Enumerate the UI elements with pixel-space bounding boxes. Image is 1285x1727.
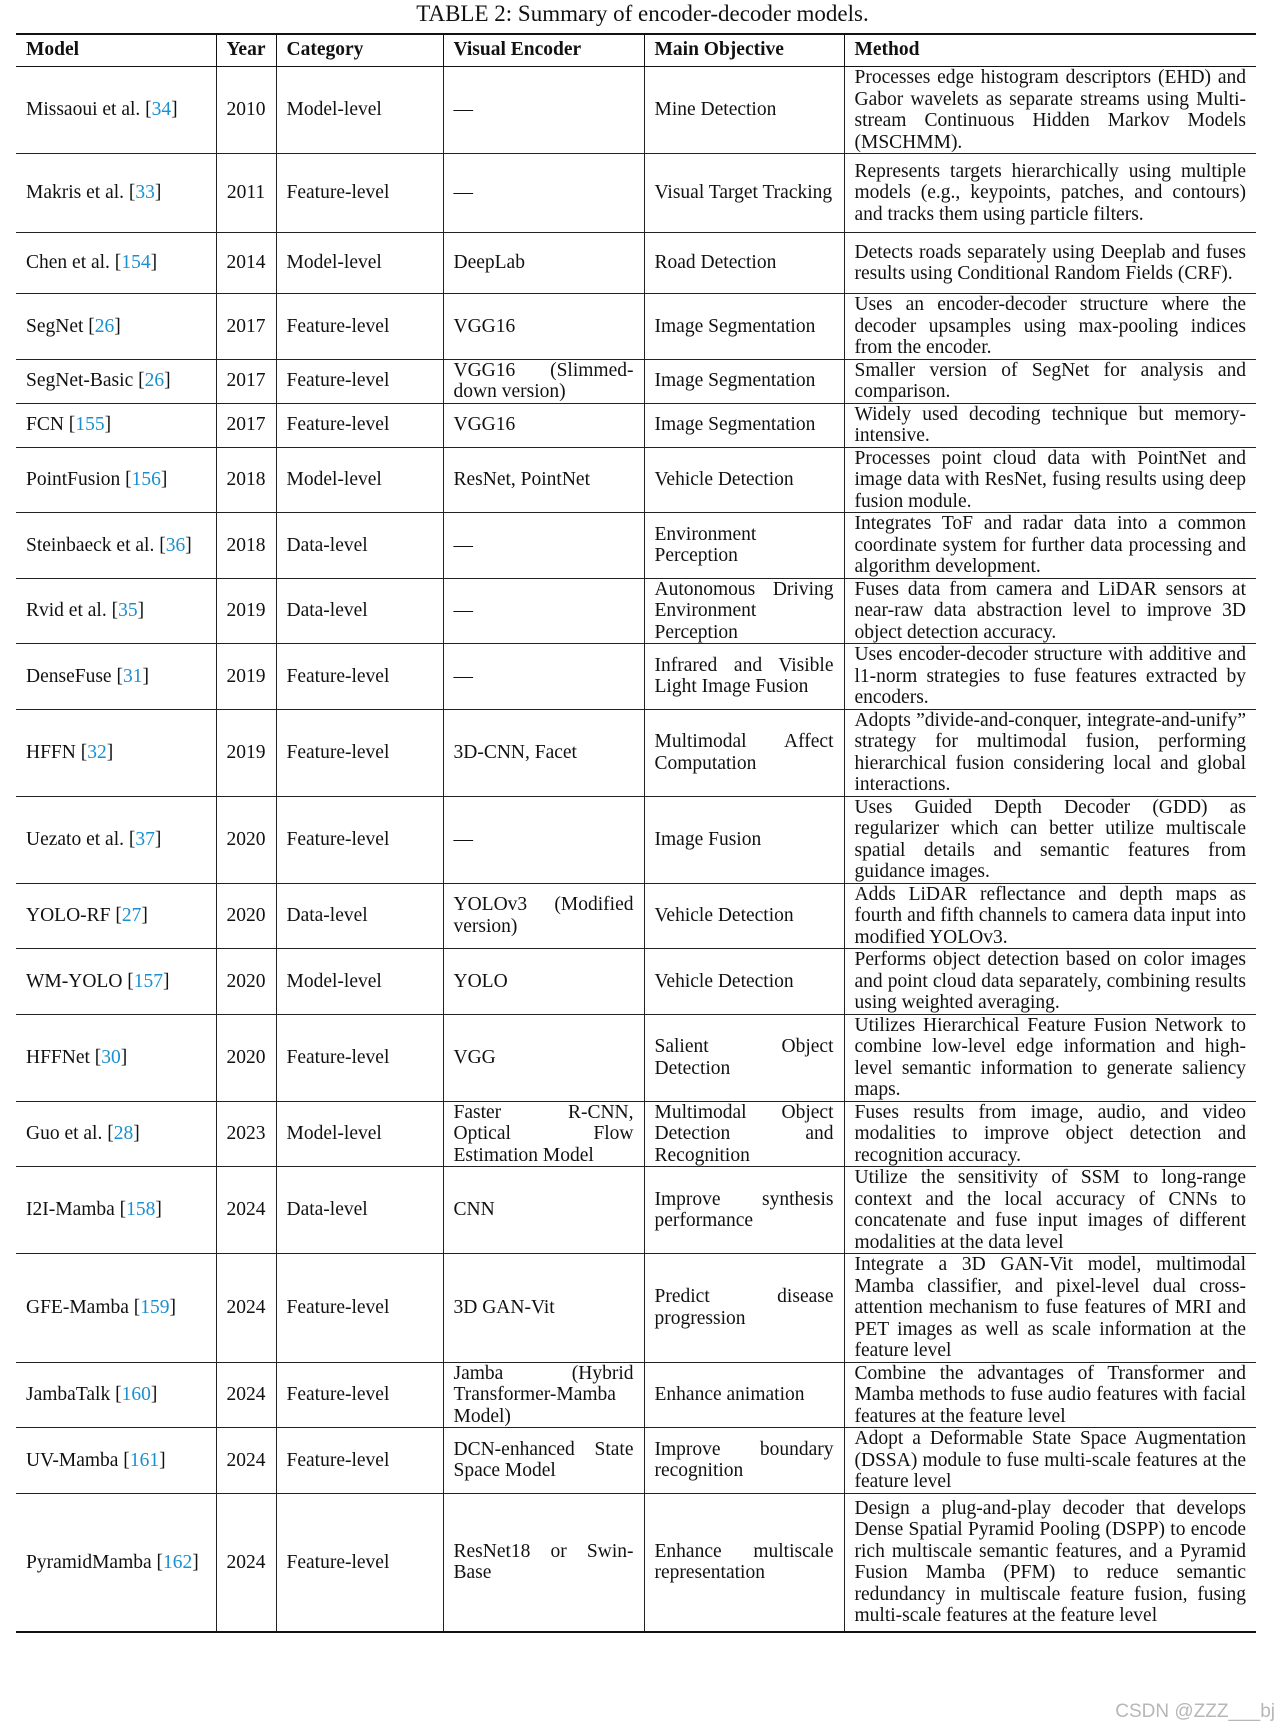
citation-close-bracket: ] bbox=[114, 315, 121, 337]
category-cell: Feature-level bbox=[276, 154, 443, 233]
model-cell bbox=[16, 1014, 216, 1101]
method-cell: Combine the advantages of Transformer and Mamba methods to fuse audio features with facial features at the feature level bbox=[844, 1362, 1256, 1428]
method-cell: Uses an encoder-decoder structure where the decoder upsamples using max-pooling indices from the encoder. bbox=[844, 294, 1256, 360]
main-objective-cell: Multimodal Affect Computation bbox=[644, 709, 844, 796]
citation-close-bracket: ] bbox=[150, 252, 158, 274]
citation-close-bracket: ] bbox=[192, 1551, 199, 1573]
method-cell: Fuses data from camera and LiDAR sensors at near-raw data abstraction level to improve 3D object detection accuracy. bbox=[844, 578, 1256, 644]
main-objective-cell: Predict disease progression bbox=[644, 1254, 844, 1363]
year-cell: 2020 bbox=[216, 1014, 276, 1101]
citation-close-bracket: ] bbox=[160, 469, 168, 490]
citation-link[interactable]: 158 bbox=[126, 1199, 156, 1221]
model-cell bbox=[16, 644, 216, 710]
model-name: YOLO-RF [ bbox=[26, 905, 122, 926]
visual-encoder-cell: ResNet18 or Swin-Base bbox=[443, 1493, 644, 1632]
method-cell: Design a plug-and-play decoder that develops Dense Spatial Pyramid Pooling (DSPP) to encode rich multiscale semantic features, and a Pyramid Fusion Mamba (PFM) to reduce semantic redundancy in multiscale feature fusion, fusing multi-scale features at the feature level bbox=[844, 1493, 1256, 1632]
method-cell: Integrate a 3D GAN-Vit model, multimodal Mamba classifier, and pixel-level dual cross-attention mechanism to fuse features of MRI and PET images as well as scale information at the feature level bbox=[844, 1254, 1256, 1363]
main-objective-cell: Infrared and Visible Light Image Fusion bbox=[644, 644, 844, 710]
model-name: GFE-Mamba [ bbox=[26, 1297, 141, 1318]
category-cell: Data-level bbox=[276, 578, 443, 644]
citation-link[interactable]: 154 bbox=[121, 252, 151, 274]
citation-link[interactable]: 155 bbox=[75, 414, 105, 436]
year-cell: 2018 bbox=[216, 447, 276, 513]
table-row bbox=[16, 644, 1256, 710]
category-cell: Data-level bbox=[276, 1167, 443, 1254]
main-objective-cell: Environment Perception bbox=[644, 513, 844, 579]
model-name: SegNet [ bbox=[26, 315, 95, 337]
year-cell: 2010 bbox=[216, 67, 276, 154]
table-header-row bbox=[16, 34, 1256, 67]
table-row bbox=[16, 359, 1256, 403]
citation-close-bracket: ] bbox=[120, 1046, 128, 1068]
table-row bbox=[16, 796, 1256, 883]
category-cell: Feature-level bbox=[276, 1014, 443, 1101]
table-row bbox=[16, 1254, 1256, 1363]
category-cell: Feature-level bbox=[276, 1362, 443, 1428]
citation-close-bracket: ] bbox=[185, 534, 192, 556]
category-cell: Model-level bbox=[276, 447, 443, 513]
method-cell: Fuses results from image, audio, and video modalities to improve object detection and recognition accuracy. bbox=[844, 1101, 1256, 1167]
method-cell: Smaller version of SegNet for analysis and comparison. bbox=[844, 359, 1256, 403]
citation-link[interactable]: 28 bbox=[113, 1123, 134, 1144]
citation-close-bracket: ] bbox=[150, 1384, 158, 1405]
main-objective-cell: Image Segmentation bbox=[644, 359, 844, 403]
citation-link[interactable]: 36 bbox=[165, 534, 186, 556]
model-name: FCN [ bbox=[26, 414, 76, 436]
method-cell: Adopt a Deformable State Space Augmentation (DSSA) module to fuse multi-scale features at the feature level bbox=[844, 1428, 1256, 1494]
category-cell: Feature-level bbox=[276, 359, 443, 403]
model-name: JambaTalk [ bbox=[26, 1384, 122, 1405]
model-name: PyramidMamba [ bbox=[26, 1551, 164, 1573]
method-cell: Uses encoder-decoder structure with additive and l1-norm strategies to fuse features extracted by encoders. bbox=[844, 644, 1256, 710]
table-row bbox=[16, 1493, 1256, 1632]
visual-encoder-cell: ResNet, PointNet bbox=[443, 447, 644, 513]
main-objective-cell: Enhance multiscale representation bbox=[644, 1493, 844, 1632]
main-objective-cell: Improve synthesis performance bbox=[644, 1167, 844, 1254]
citation-link[interactable]: 161 bbox=[129, 1449, 160, 1471]
year-cell: 2020 bbox=[216, 949, 276, 1015]
model-name: HFFN [ bbox=[26, 741, 88, 763]
visual-encoder-cell: — bbox=[443, 67, 644, 154]
model-cell bbox=[16, 1493, 216, 1632]
citation-link[interactable]: 37 bbox=[135, 828, 155, 850]
citation-close-bracket: ] bbox=[137, 600, 145, 621]
header-method: Method bbox=[844, 34, 1256, 67]
method-cell: Uses Guided Depth Decoder (GDD) as regularizer which can better utilize multiscale spatial details and semantic features from guidance images. bbox=[844, 796, 1256, 883]
table-row bbox=[16, 1362, 1256, 1428]
header-model: Model bbox=[26, 38, 80, 60]
model-cell bbox=[16, 1254, 216, 1363]
visual-encoder-cell: VGG bbox=[443, 1014, 644, 1101]
main-objective-cell: Multimodal Object Detection and Recognition bbox=[644, 1101, 844, 1167]
method-cell: Performs object detection based on color images and point cloud data separately, combining results using weighted averaging. bbox=[844, 949, 1256, 1015]
table-row bbox=[16, 949, 1256, 1015]
table-row bbox=[16, 1428, 1256, 1494]
main-objective-cell: Autonomous Driving Environment Perception bbox=[644, 578, 844, 644]
model-name: SegNet-Basic [ bbox=[26, 370, 145, 392]
category-cell: Feature-level bbox=[276, 796, 443, 883]
citation-link[interactable]: 32 bbox=[87, 741, 107, 763]
visual-encoder-cell: YOLO bbox=[443, 949, 644, 1015]
citation-link[interactable]: 35 bbox=[118, 600, 138, 621]
main-objective-cell: Vehicle Detection bbox=[644, 883, 844, 949]
visual-encoder-cell: CNN bbox=[443, 1167, 644, 1254]
table-row bbox=[16, 709, 1256, 796]
main-objective-cell: Visual Target Tracking bbox=[644, 154, 844, 233]
method-cell: Detects roads separately using Deeplab and fuses results using Conditional Random Fields (CRF). bbox=[844, 233, 1256, 294]
visual-encoder-cell: Jamba (Hybrid Transformer-Mamba Model) bbox=[443, 1362, 644, 1428]
year-cell: 2019 bbox=[216, 578, 276, 644]
model-cell bbox=[16, 447, 216, 513]
csdn-watermark: CSDN @ZZZ___bj bbox=[1115, 1701, 1275, 1722]
model-name: PointFusion [ bbox=[26, 469, 132, 490]
model-cell bbox=[16, 67, 216, 154]
citation-close-bracket: ] bbox=[164, 370, 171, 392]
main-objective-cell: Road Detection bbox=[644, 233, 844, 294]
visual-encoder-cell: — bbox=[443, 578, 644, 644]
main-objective-cell: Vehicle Detection bbox=[644, 447, 844, 513]
model-name: Uezato et al. [ bbox=[26, 828, 136, 850]
model-name: HFFNet [ bbox=[26, 1046, 102, 1068]
visual-encoder-cell: VGG16 bbox=[443, 294, 644, 360]
citation-close-bracket: ] bbox=[141, 905, 148, 926]
citation-close-bracket: ] bbox=[104, 414, 112, 436]
year-cell: 2024 bbox=[216, 1167, 276, 1254]
model-cell bbox=[16, 1428, 216, 1494]
model-cell bbox=[16, 796, 216, 883]
main-objective-cell: Image Fusion bbox=[644, 796, 844, 883]
year-cell: 2019 bbox=[216, 709, 276, 796]
year-cell: 2020 bbox=[216, 796, 276, 883]
table-row bbox=[16, 233, 1256, 294]
year-cell: 2017 bbox=[216, 403, 276, 447]
citation-close-bracket: ] bbox=[154, 182, 162, 204]
method-cell: Represents targets hierarchically using multiple models (e.g., keypoints, patches, and contours) and tracks them using particle filters. bbox=[844, 154, 1256, 233]
model-cell bbox=[16, 1167, 216, 1254]
model-name: UV-Mamba [ bbox=[26, 1449, 130, 1471]
visual-encoder-cell: 3D-CNN, Facet bbox=[443, 709, 644, 796]
model-cell bbox=[16, 359, 216, 403]
model-cell bbox=[16, 513, 216, 579]
model-cell bbox=[16, 294, 216, 360]
model-cell bbox=[16, 578, 216, 644]
table-row bbox=[16, 883, 1256, 949]
model-cell bbox=[16, 709, 216, 796]
visual-encoder-cell: — bbox=[443, 644, 644, 710]
year-cell: 2011 bbox=[216, 154, 276, 233]
citation-link[interactable]: 27 bbox=[121, 905, 142, 926]
model-cell bbox=[16, 883, 216, 949]
citation-close-bracket: ] bbox=[133, 1123, 140, 1144]
main-objective-cell: Vehicle Detection bbox=[644, 949, 844, 1015]
visual-encoder-cell: Faster R-CNN, Optical Flow Estimation Model bbox=[443, 1101, 644, 1167]
citation-link[interactable]: 160 bbox=[121, 1384, 151, 1405]
category-cell: Data-level bbox=[276, 513, 443, 579]
visual-encoder-cell: 3D GAN-Vit bbox=[443, 1254, 644, 1363]
model-cell bbox=[16, 1362, 216, 1428]
citation-close-bracket: ] bbox=[154, 828, 162, 850]
visual-encoder-cell: — bbox=[443, 796, 644, 883]
category-cell: Feature-level bbox=[276, 403, 443, 447]
model-name: Rvid et al. [ bbox=[26, 600, 119, 621]
citation-close-bracket: ] bbox=[106, 741, 114, 763]
main-objective-cell: Salient Object Detection bbox=[644, 1014, 844, 1101]
year-cell: 2024 bbox=[216, 1493, 276, 1632]
citation-link[interactable]: 26 bbox=[144, 370, 165, 392]
table-row bbox=[16, 1167, 1256, 1254]
visual-encoder-cell: YOLOv3 (Modified version) bbox=[443, 883, 644, 949]
method-cell: Processes edge histogram descriptors (EHD) and Gabor wavelets as separate streams using Multi-stream Continuous Hidden Markov Models (MSCHMM). bbox=[844, 67, 1256, 154]
table-row bbox=[16, 154, 1256, 233]
citation-link[interactable]: 162 bbox=[163, 1551, 193, 1573]
table-row bbox=[16, 403, 1256, 447]
citation-link[interactable]: 31 bbox=[122, 665, 143, 687]
citation-link[interactable]: 156 bbox=[131, 469, 161, 490]
main-objective-cell: Image Segmentation bbox=[644, 294, 844, 360]
citation-link[interactable]: 33 bbox=[135, 182, 155, 204]
main-objective-cell: Mine Detection bbox=[644, 67, 844, 154]
visual-encoder-cell: VGG16 bbox=[443, 403, 644, 447]
year-cell: 2024 bbox=[216, 1254, 276, 1363]
visual-encoder-cell: VGG16 (Slimmed-down version) bbox=[443, 359, 644, 403]
category-cell: Model-level bbox=[276, 67, 443, 154]
header-category: Category bbox=[276, 34, 443, 67]
citation-close-bracket: ] bbox=[171, 99, 178, 121]
visual-encoder-cell: DeepLab bbox=[443, 233, 644, 294]
model-name: WM-YOLO [ bbox=[26, 970, 134, 992]
table-row bbox=[16, 294, 1256, 360]
year-cell: 2017 bbox=[216, 359, 276, 403]
model-name: Makris et al. [ bbox=[26, 182, 136, 204]
category-cell: Model-level bbox=[276, 1101, 443, 1167]
category-cell: Feature-level bbox=[276, 1254, 443, 1363]
main-objective-cell: Improve boundary recognition bbox=[644, 1428, 844, 1494]
main-objective-cell: Image Segmentation bbox=[644, 403, 844, 447]
year-cell: 2018 bbox=[216, 513, 276, 579]
citation-close-bracket: ] bbox=[155, 1199, 162, 1221]
citation-link[interactable]: 30 bbox=[101, 1046, 121, 1068]
table-row bbox=[16, 67, 1256, 154]
category-cell: Data-level bbox=[276, 883, 443, 949]
method-cell: Utilizes Hierarchical Feature Fusion Network to combine low-level edge information and high-level semantic information to generate saliency maps. bbox=[844, 1014, 1256, 1101]
visual-encoder-cell: DCN-enhanced State Space Model bbox=[443, 1428, 644, 1494]
model-cell bbox=[16, 949, 216, 1015]
table-row bbox=[16, 1014, 1256, 1101]
method-cell: Widely used decoding technique but memory-intensive. bbox=[844, 403, 1256, 447]
model-cell bbox=[16, 403, 216, 447]
visual-encoder-cell: — bbox=[443, 513, 644, 579]
model-cell bbox=[16, 1101, 216, 1167]
category-cell: Model-level bbox=[276, 949, 443, 1015]
model-name: Chen et al. [ bbox=[26, 252, 122, 274]
model-name: Guo et al. [ bbox=[26, 1123, 114, 1144]
citation-close-bracket: ] bbox=[163, 970, 170, 992]
year-cell: 2024 bbox=[216, 1428, 276, 1494]
model-name: Missaoui et al. [ bbox=[26, 99, 152, 121]
citation-close-bracket: ] bbox=[142, 665, 149, 687]
method-cell: Adopts ”divide-and-conquer, integrate-and-unify” strategy for multimodal fusion, performing hierarchical fusion considering local and global interactions. bbox=[844, 709, 1256, 796]
table-row bbox=[16, 513, 1256, 579]
table-row bbox=[16, 447, 1256, 513]
model-cell bbox=[16, 154, 216, 233]
year-cell: 2014 bbox=[216, 233, 276, 294]
header-main-objective: Main Objective bbox=[644, 34, 844, 67]
year-cell: 2024 bbox=[216, 1362, 276, 1428]
method-cell: Adds LiDAR reflectance and depth maps as fourth and fifth channels to camera data input into modified YOLOv3. bbox=[844, 883, 1256, 949]
category-cell: Feature-level bbox=[276, 1428, 443, 1494]
year-cell: 2023 bbox=[216, 1101, 276, 1167]
citation-link[interactable]: 34 bbox=[151, 99, 172, 121]
citation-link[interactable]: 26 bbox=[94, 315, 115, 337]
category-cell: Feature-level bbox=[276, 644, 443, 710]
model-name: DenseFuse [ bbox=[26, 665, 123, 687]
year-cell: 2017 bbox=[216, 294, 276, 360]
model-cell bbox=[16, 233, 216, 294]
citation-close-bracket: ] bbox=[159, 1449, 166, 1471]
header-visual-encoder: Visual Encoder bbox=[443, 34, 644, 67]
citation-close-bracket: ] bbox=[169, 1297, 177, 1318]
year-cell: 2019 bbox=[216, 644, 276, 710]
main-objective-cell: Enhance animation bbox=[644, 1362, 844, 1428]
category-cell: Feature-level bbox=[276, 709, 443, 796]
model-name: Steinbaeck et al. [ bbox=[26, 534, 166, 556]
category-cell: Feature-level bbox=[276, 1493, 443, 1632]
method-cell: Integrates ToF and radar data into a common coordinate system for further data processing and algorithm development. bbox=[844, 513, 1256, 579]
encoder-decoder-summary-table bbox=[16, 33, 1256, 1633]
method-cell: Processes point cloud data with PointNet and image data with ResNet, fusing results using deep fusion module. bbox=[844, 447, 1256, 513]
citation-link[interactable]: 159 bbox=[140, 1297, 170, 1318]
method-cell: Utilize the sensitivity of SSM to long-range context and the local accuracy of CNNs to concatenate and fuse input images of different modalities at the data level bbox=[844, 1167, 1256, 1254]
table-row bbox=[16, 1101, 1256, 1167]
table-row bbox=[16, 578, 1256, 644]
year-cell: 2020 bbox=[216, 883, 276, 949]
citation-link[interactable]: 157 bbox=[133, 970, 164, 992]
table-caption: TABLE 2: Summary of encoder-decoder models. bbox=[416, 1, 869, 26]
model-name: I2I-Mamba [ bbox=[26, 1199, 127, 1221]
header-year: Year bbox=[216, 34, 276, 67]
category-cell: Model-level bbox=[276, 233, 443, 294]
visual-encoder-cell: — bbox=[443, 154, 644, 233]
category-cell: Feature-level bbox=[276, 294, 443, 360]
